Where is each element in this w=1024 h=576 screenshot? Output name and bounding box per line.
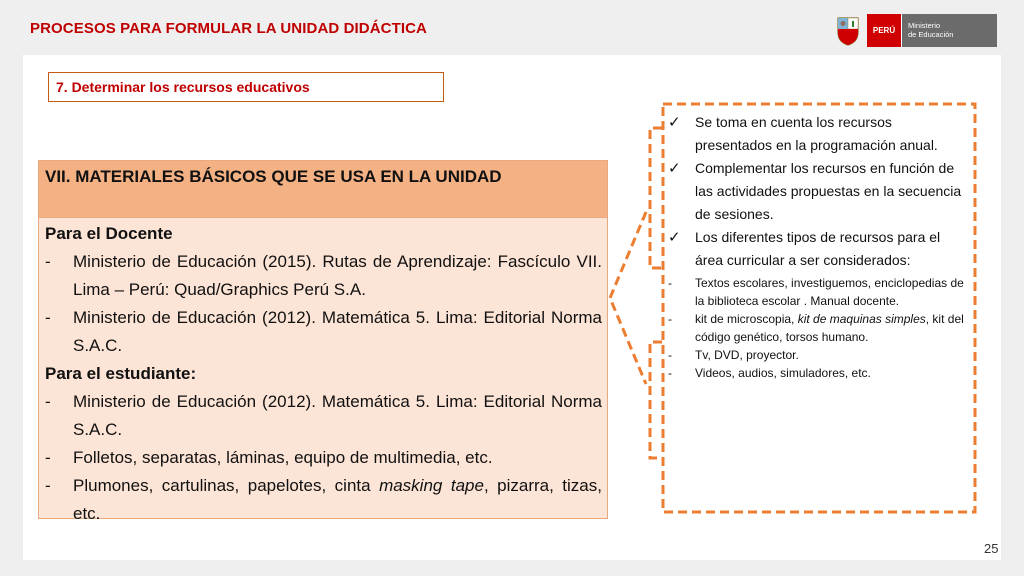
sub-text-end: , kit del código genético, torsos humano. <box>695 312 964 344</box>
table-header: VII. MATERIALES BÁSICOS QUE SE USA EN LA UNIDAD <box>39 161 607 218</box>
sub-item <box>668 274 968 310</box>
check-item <box>668 111 968 157</box>
sub-text-italic: kit de maquinas simples <box>797 312 926 326</box>
dash-bullet: - <box>45 252 51 271</box>
sub-item <box>668 364 968 382</box>
sub-item-text: Tv, DVD, proyector. <box>695 348 799 362</box>
step-box: 7. Determinar los recursos educativos <box>48 72 444 102</box>
checkmark-icon: ✓ <box>668 114 681 131</box>
checkmark-icon: ✓ <box>668 160 681 177</box>
dash-bullet: - <box>668 348 672 362</box>
sub-text-start: kit de microscopia, <box>695 312 798 326</box>
sub-item-text: Videos, audios, simuladores, etc. <box>695 366 871 380</box>
item-text-italic: masking tape <box>379 476 484 495</box>
page-number: 25 <box>984 541 999 556</box>
lower-bracket <box>650 342 662 458</box>
upper-bracket <box>650 128 662 268</box>
dash-bullet: - <box>45 392 51 411</box>
sub-item-text: Textos escolares, investiguemos, enciclopedias de la biblioteca escolar . Manual docente. <box>695 276 964 308</box>
estudiante-item-text: Folletos, separatas, láminas, equipo de multimedia, etc. <box>73 448 493 467</box>
estudiante-label: Para el estudiante: <box>45 364 197 383</box>
dash-bullet: - <box>668 312 672 326</box>
dash-bullet: - <box>45 448 51 467</box>
dash-bullet: - <box>45 308 51 327</box>
dash-bullet: - <box>45 476 51 495</box>
check-text: Los diferentes tipos de recursos para el área curricular a ser considerados: <box>695 229 941 268</box>
sub-item <box>668 346 968 364</box>
sub-item-text <box>695 310 968 346</box>
check-text: Complementar los recursos en función de las actividades propuestas en la secuencia de sesiones. <box>695 160 962 222</box>
checkmark-icon: ✓ <box>668 229 681 246</box>
docente-item-text: Ministerio de Educación (2012). Matemática 5. Lima: Editorial Norma S.A.C. <box>73 308 602 355</box>
check-text: Se toma en cuenta los recursos presentados en la programación anual. <box>695 114 938 153</box>
connector-arrow <box>610 212 646 384</box>
dash-bullet: - <box>668 366 672 380</box>
notes-box <box>668 111 968 506</box>
ministry-line-1: Ministerio <box>908 21 941 30</box>
check-item <box>668 226 968 272</box>
peru-label: PERÚ <box>867 14 901 47</box>
sub-item <box>668 310 968 346</box>
docente-label: Para el Docente <box>45 224 173 243</box>
item-text-start: Plumones, cartulinas, papelotes, cinta <box>73 476 380 495</box>
item-text-end: , pizarra, tizas, etc. <box>73 476 602 523</box>
docente-item-text: Ministerio de Educación (2015). Rutas de Aprendizaje: Fascículo VII. Lima – Perú: Quad/Graphics Perú S.A. <box>73 252 602 299</box>
resource-sub-list <box>668 274 968 382</box>
estudiante-item-text: Ministerio de Educación (2012). Matemática 5. Lima: Editorial Norma S.A.C. <box>73 392 602 439</box>
check-item <box>668 157 968 226</box>
dash-bullet: - <box>668 276 672 290</box>
ministry-line-2: de Educación <box>908 30 954 39</box>
slide-title: PROCESOS PARA FORMULAR LA UNIDAD DIDÁCTICA <box>30 20 427 37</box>
